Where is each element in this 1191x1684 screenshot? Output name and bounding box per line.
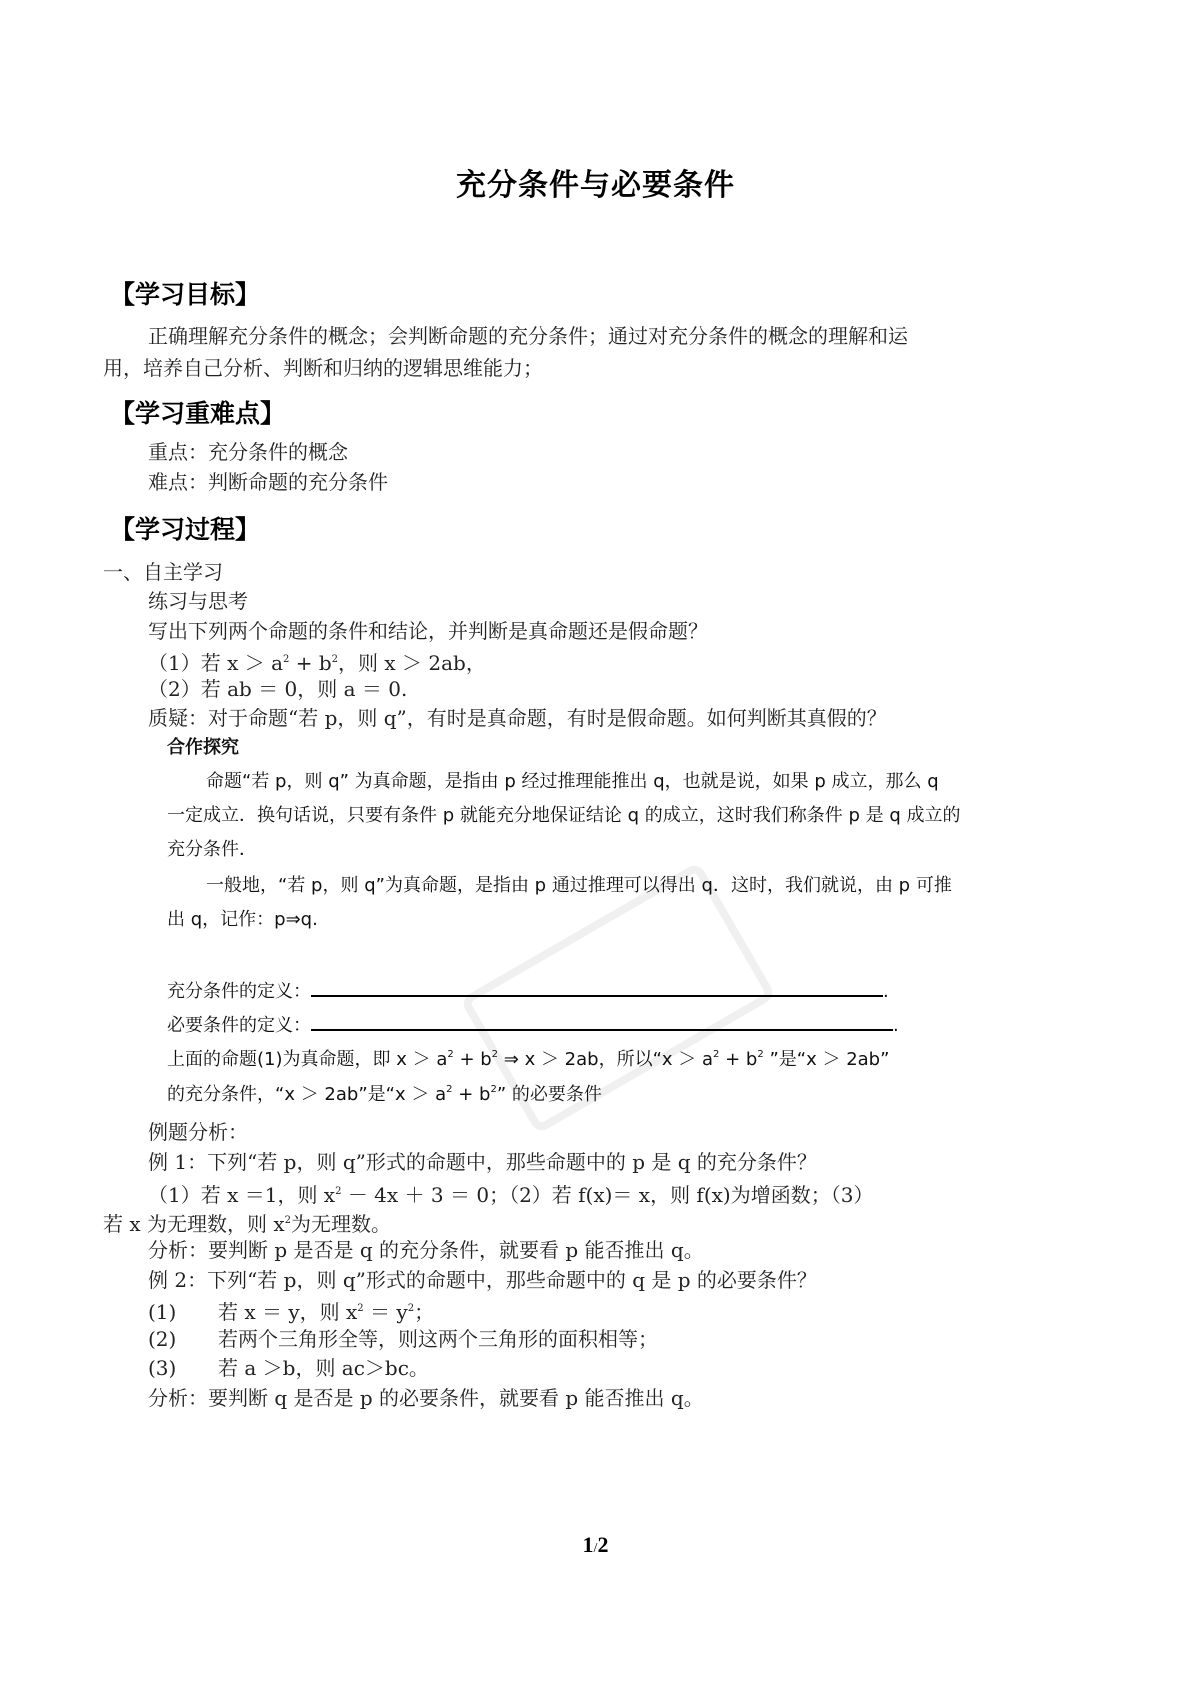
def-necessary: 必要条件的定义： . [167,1011,899,1037]
conclusion-line-1: 上面的命题(1)为真命题，即 $x > a^2 + b^2$ ⇒ x ＞ 2ab，所以“$x > a^2 + b^2$ ”是“x ＞ 2ab” [167,1049,890,1070]
coop-para2-line2: 出 q，记作：p⇒q. [167,909,318,930]
objectives-line-1: 正确理解充分条件的概念；会判断命题的充分条件；通过对充分条件的概念的理解和运 [148,324,908,348]
example-1-analysis: 分析：要判断 p 是否是 q 的充分条件，就要看 p 能否推出 q。 [148,1238,704,1262]
practice-item-1: （1）若 $x > a^2 + b^2$，则 x ＞ 2ab， [148,651,486,675]
practice-prompt: 写出下列两个命题的条件和结论，并判断是真命题还是假命题？ [148,619,708,643]
def-necessary-blank[interactable] [311,1011,893,1031]
heading-objectives: 【学习目标】 [110,280,261,309]
example-2-analysis: 分析：要判断 q 是否是 p 的必要条件，就要看 p 能否推出 q。 [148,1386,704,1410]
objectives-line-2: 用，培养自己分析、判断和归纳的逻辑思维能力； [103,356,543,380]
def-sufficient-blank[interactable] [311,977,883,997]
page-title: 充分条件与必要条件 [456,168,735,203]
difficulty-point: 难点：判断命题的充分条件 [148,470,388,494]
practice-title: 练习与思考 [148,589,248,613]
example-2-item-1: (1) 若 x ＝ y，则 $x^2 = y^2$； [148,1300,435,1324]
heading-process: 【学习过程】 [110,515,261,544]
conclusion-line-2: 的充分条件，“x ＞ 2ab”是“$x > a^2 + b^2$” 的必要条件 [167,1084,602,1105]
coop-para2-line1: 一般地，“若 p，则 q”为真命题，是指由 p 通过推理可以得出 q．这时，我们就说，由 p 可推 [206,875,952,896]
page-number: 1/2 [582,1532,609,1557]
question: 质疑：对于命题“若 p，则 q”，有时是真命题，有时是假命题。如何判断其真假的？ [148,706,887,730]
examples-title: 例题分析： [148,1120,248,1144]
example-2-item-2: (2) 若两个三角形全等，则这两个三角形的面积相等； [148,1327,658,1351]
coop-para1-line3: 充分条件． [167,839,257,860]
def-sufficient: 充分条件的定义： . [167,977,889,1003]
example-2-item-3: (3) 若 a ＞b，则 ac＞bc。 [148,1356,429,1380]
heading-cooperation: 合作探究 [167,737,239,758]
example-1-prompt: 例 1：下列“若 p，则 q”形式的命题中，那些命题中的 p 是 q 的充分条件？ [148,1150,817,1174]
example-1-line-2: 若 x 为无理数，则 $x^2$为无理数。 [103,1212,392,1236]
example-2-prompt: 例 2：下列“若 p，则 q”形式的命题中，那些命题中的 q 是 p 的必要条件？ [148,1268,817,1292]
coop-para1-line1: 命题“若 p，则 q” 为真命题，是指由 p 经过推理能推出 q，也就是说，如果 p 成立，那么 q [206,771,939,792]
example-1-line-1: （1）若 x ＝1，则 $x^2 - 4x + 3 = 0$；（2）若 f(x)＝ x，则 f(x)为增函数；（3） [148,1183,874,1207]
practice-item-2: （2）若 ab ＝ 0，则 a ＝ 0. [148,677,408,701]
heading-key-points: 【学习重难点】 [110,399,286,428]
coop-para1-line2: 一定成立．换句话说，只要有条件 p 就能充分地保证结论 q 的成立，这时我们称条件 p 是 q 成立的 [167,805,961,826]
focus-point: 重点：充分条件的概念 [148,440,348,464]
part1-title: 一、自主学习 [103,560,223,584]
